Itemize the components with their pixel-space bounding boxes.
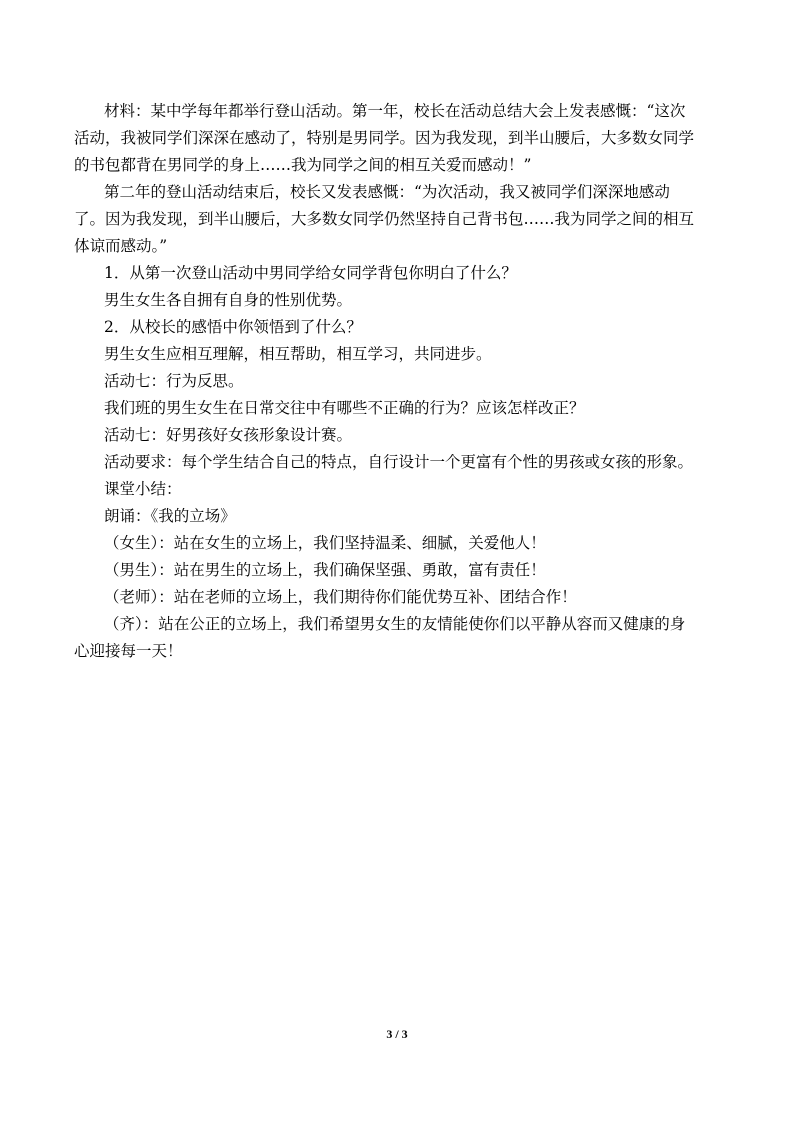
activity-reflection-question: 我们班的男生女生在日常交往中有哪些不正确的行为？应该怎样改正？ [104,399,585,417]
recitation-all: （齐）：站在公正的立场上，我们希望男女生的友情能使你们以平静从容而又健康的身心迎接每一天！ [74,615,686,660]
page-number: 3 / 3 [386,1027,408,1041]
question-1: 1．从第一次登山活动中男同学给女同学背包你明白了什么？ [104,264,517,282]
document-body [74,98,698,665]
question-2: 2．从校长的感悟中你领悟到了什么？ [104,318,362,336]
recitation-teacher: （老师）：站在老师的立场上，我们期待你们能优势互补、团结合作！ [104,588,577,606]
activity-design-heading: 活动七：好男孩好女孩形象设计赛。 [104,426,353,444]
activity-design-requirement: 活动要求：每个学生结合自己的特点，自行设计一个更富有个性的男孩或女孩的形象。 [104,453,694,471]
paragraph-material: 材料：某中学每年都举行登山活动。第一年，校长在活动总结大会上发表感慨：“这次活动，我被同学们深深在感动了，特别是男同学。因为我发现，到半山腰后，大多数女同学的书包都背在男同学的身上……我为同学之间的相互关爱而感动！” [74,102,695,174]
answer-2: 男生女生应相互理解，相互帮助，相互学习，共同进步。 [104,345,492,363]
summary-heading: 课堂小结： [104,480,182,498]
paragraph-second-year: 第二年的登山活动结束后，校长又发表感慨：“为次活动，我又被同学们深深地感动了。因为我发现，到半山腰后，大多数女同学仍然坚持自己背书包……我为同学之间的相互体谅而感动。” [74,183,695,255]
recitation-girls: （女生）：站在女生的立场上，我们坚持温柔、细腻，关爱他人！ [104,534,546,552]
activity-reflection-heading: 活动七：行为反思。 [104,372,244,390]
recitation-title: 朗诵：《我的立场》 [104,507,236,525]
answer-1: 男生女生各自拥有自身的性别优势。 [104,291,353,309]
recitation-boys: （男生）：站在男生的立场上，我们确保坚强、勇敢，富有责任！ [104,561,546,579]
